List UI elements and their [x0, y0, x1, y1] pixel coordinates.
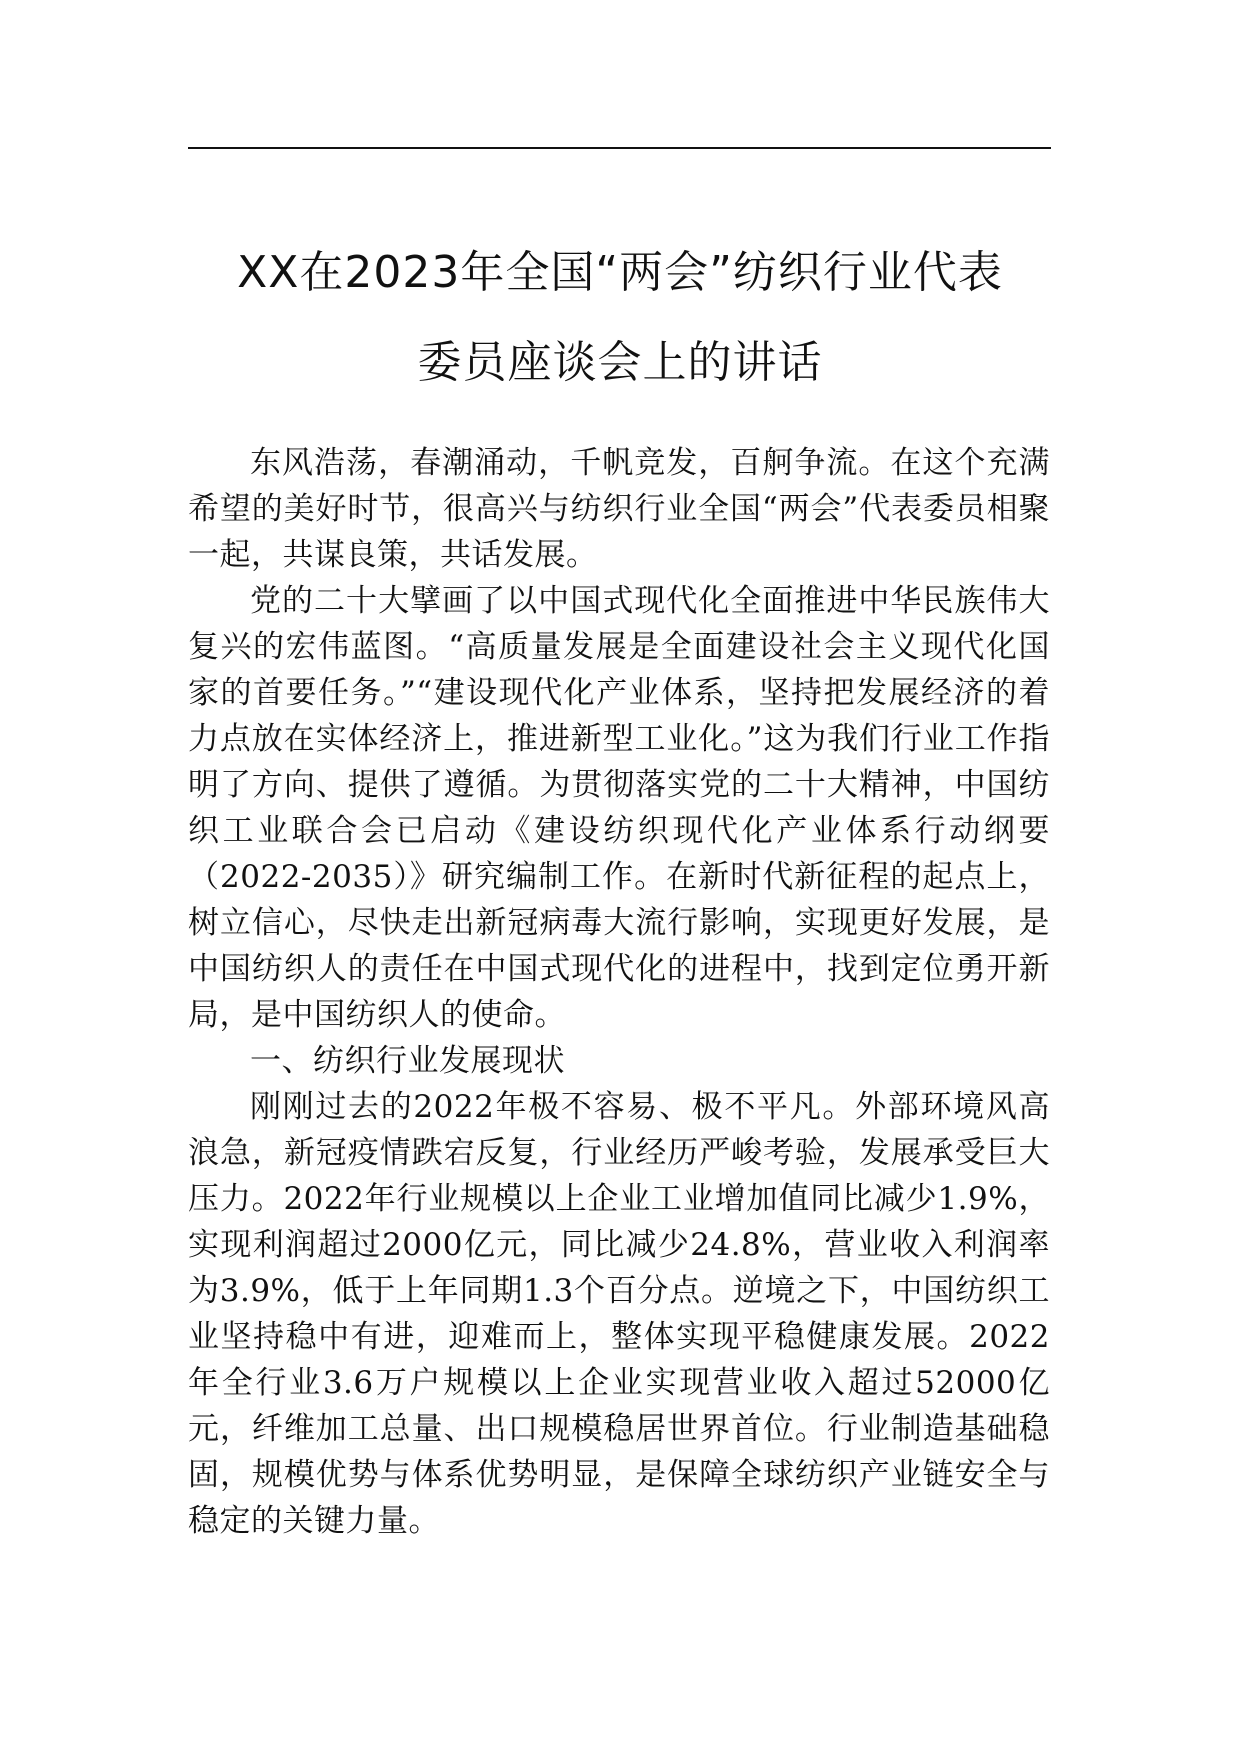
title-line-2: 委员座谈会上的讲话	[417, 337, 823, 388]
paragraph-opening: 东风浩荡，春潮涌动，千帆竞发，百舸争流。在这个充满希望的美好时节，很高兴与纺织行业全国“两会”代表委员相聚一起，共谋良策，共话发展。	[188, 445, 1050, 573]
document-title	[150, 228, 1090, 408]
document-body	[188, 440, 1050, 1544]
header-rule	[188, 147, 1051, 149]
section-heading: 一、纺织行业发展现状	[250, 1043, 565, 1079]
title-line-1: XX在2023年全国“两会”纺织行业代表	[237, 247, 1003, 298]
paragraph-background: 党的二十大擘画了以中国式现代化全面推进中华民族伟大复兴的宏伟蓝图。“高质量发展是全面建设社会主义现代化国家的首要任务。”“建设现代化产业体系，坚持把发展经济的着力点放在实体经济上，推进新型工业化。”这为我们行业工作指明了方向、提供了遵循。为贯彻落实党的二十大精神，中国纺织工业联合会已启动《建设纺织现代化产业体系行动纲要（2022-2035）》研究编制工作。在新时代新征程的起点上，树立信心，尽快走出新冠病毒大流行影响，实现更好发展，是中国纺织人的责任在中国式现代化的进程中，找到定位勇开新局，是中国纺织人的使命。	[188, 583, 1050, 1033]
paragraph-status: 刚刚过去的2022年极不容易、极不平凡。外部环境风高浪急，新冠疫情跌宕反复，行业经历严峻考验，发展承受巨大压力。2022年行业规模以上企业工业增加值同比减少1.9%，实现利润超过2000亿元，同比减少24.8%，营业收入利润率为3.9%，低于上年同期1.3个百分点。逆境之下，中国纺织工业坚持稳中有进，迎难而上，整体实现平稳健康发展。2022年全行业3.6万户规模以上企业实现营业收入超过52000亿元，纤维加工总量、出口规模稳居世界首位。行业制造基础稳固，规模优势与体系优势明显，是保障全球纺织产业链安全与稳定的关键力量。	[188, 1089, 1050, 1539]
